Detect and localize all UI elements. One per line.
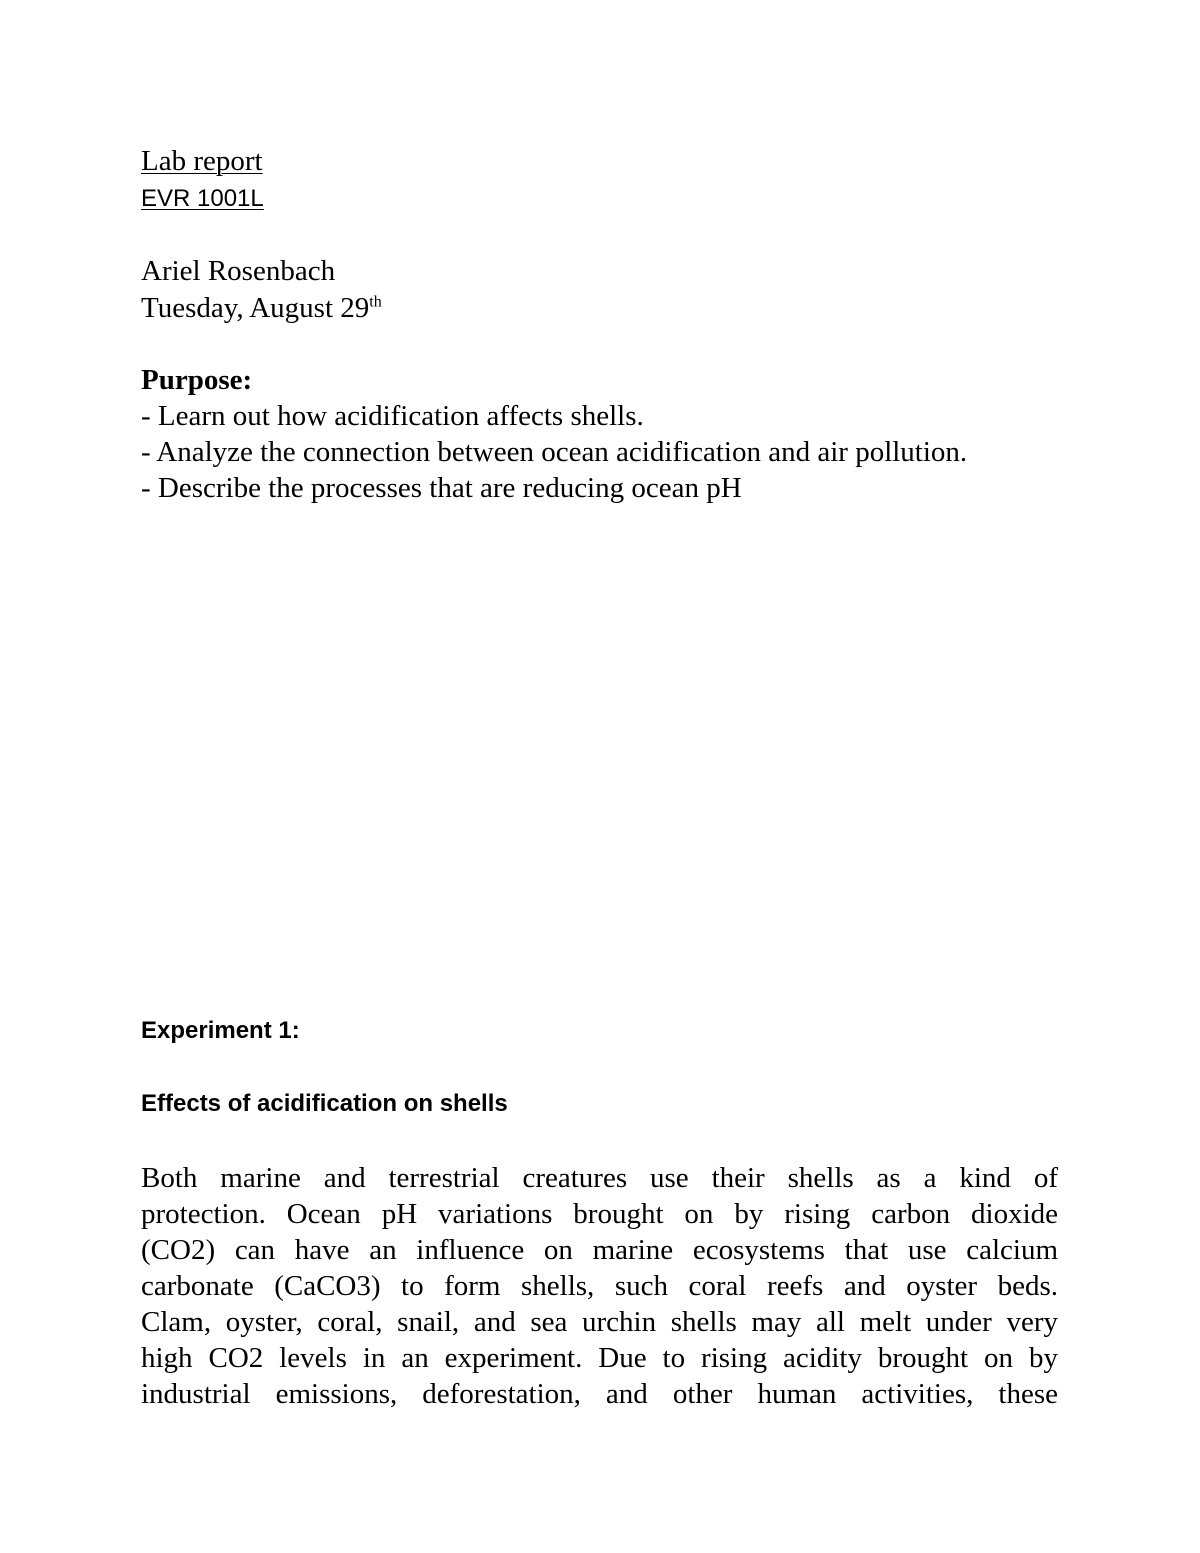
report-title: Lab report — [141, 145, 263, 177]
experiment-heading: Experiment 1: — [141, 1017, 300, 1044]
paragraph-line: carbonate (CaCO3) to form shells, such coral reefs and oyster beds. — [141, 1270, 1058, 1302]
purpose-item: - Analyze the connection between ocean acidification and air pollution. — [141, 436, 968, 468]
purpose-heading: Purpose: — [141, 364, 253, 396]
purpose-item: - Learn out how acidification affects shells. — [141, 400, 644, 432]
paragraph-line: Clam, oyster, coral, snail, and sea urchin shells may all melt under very — [141, 1306, 1058, 1338]
paragraph-line: protection. Ocean pH variations brought on by rising carbon dioxide — [141, 1198, 1058, 1230]
paragraph-line: industrial emissions, deforestation, and other human activities, these — [141, 1378, 1058, 1410]
paragraph-line: (CO2) can have an influence on marine ecosystems that use calcium — [141, 1234, 1058, 1266]
paragraph-line: Both marine and terrestrial creatures use their shells as a kind of — [141, 1162, 1058, 1194]
report-date — [141, 290, 382, 326]
author-name: Ariel Rosenbach — [141, 255, 336, 287]
report-date-main: Tuesday, August 29 — [141, 292, 370, 324]
report-date-suffix: th — [369, 293, 382, 311]
course-code: EVR 1001L — [141, 185, 264, 212]
paragraph-line: high CO2 levels in an experiment. Due to rising acidity brought on by — [141, 1342, 1058, 1374]
experiment-subheading: Effects of acidification on shells — [141, 1090, 508, 1117]
purpose-item: - Describe the processes that are reducing ocean pH — [141, 472, 742, 504]
